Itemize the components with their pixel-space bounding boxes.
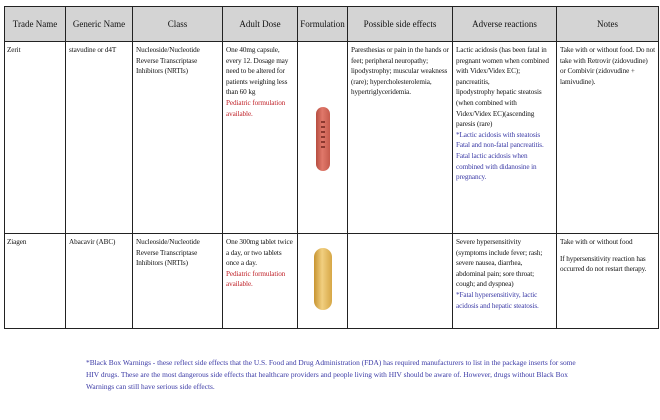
- generic-name-cell: Abacavir (ABC): [66, 234, 133, 329]
- header-adverse-reactions: Adverse reactions: [453, 7, 557, 42]
- class-cell: Nucleoside/Nucleotide Reverse Transcriptase Inhibitors (NRTIs): [133, 42, 223, 234]
- header-trade-name: Trade Name: [5, 7, 66, 42]
- dose-text: One 40mg capsule, every 12. Dosage may need to be altered for patients weighing less than 60 kg: [226, 46, 289, 97]
- generic-name-cell: stavudine or d4T: [66, 42, 133, 234]
- adult-dose-cell: [223, 234, 298, 329]
- note-line: Take with or without food: [560, 238, 633, 246]
- adverse-line: Severe hypersensitivity (symptoms include fever; rash; severe nausea, diarrhea, abdominal pain; sore throat; cough; and dyspnea): [456, 238, 543, 289]
- note-line: If hypersensitivity reaction has occurred do not restart therapy.: [560, 254, 647, 274]
- formulation-cell: [298, 234, 348, 329]
- black-box-warning: Fatal and non-fatal pancreatitis.: [456, 141, 544, 150]
- adverse-reactions-cell: [453, 234, 557, 329]
- adverse-line: pancreatitis,: [456, 77, 490, 86]
- trade-name-cell: Ziagen: [5, 234, 66, 329]
- black-box-warning: *Lactic acidosis with steatosis: [456, 130, 541, 139]
- adverse-line: Lactic acidosis (has been fatal in pregnant women when combined with Videx/Videx EC);: [456, 46, 549, 76]
- pediatric-note: Pediatric formulation available.: [226, 269, 286, 289]
- black-box-warning: *Fatal hypersensitivity, lactic acidosis and hepatic steatosis.: [456, 290, 539, 310]
- drug-table: [4, 6, 659, 329]
- table-row: [5, 42, 659, 234]
- header-generic-name: Generic Name: [66, 7, 133, 42]
- black-box-footnote: *Black Box Warnings - these reflect side effects that the U.S. Food and Drug Administration (FDA) has required manufacturers to list in the package inserts for some HIV drugs. These are the most dangerous side effects that healthcare providers and people living with HIV should be aware of. However, drugs without Black Box Warnings can still have serious side effects.: [86, 358, 576, 391]
- notes-cell: [557, 42, 659, 234]
- formulation-cell: [298, 42, 348, 234]
- capsule-pill-image: [316, 107, 330, 171]
- side-effects-cell: Paresthesias or pain in the hands or feet; peripheral neuropathy; lipodystrophy; muscular weakness (rare); hypercholesterolemia, hypertriglyceridemia.: [348, 42, 453, 234]
- note-line: Take with or without food. Do not take with Retrovir (zidovudine) or Combivir (zidovudine + lamivudine).: [560, 46, 656, 86]
- adverse-line: paresis (rare): [456, 120, 493, 129]
- side-effects-cell: [348, 234, 453, 329]
- pediatric-note: Pediatric formulation available.: [226, 98, 286, 118]
- header-adult-dose: Adult Dose: [223, 7, 298, 42]
- header-row: [5, 7, 659, 42]
- adult-dose-cell: [223, 42, 298, 234]
- header-formulation: Formulation: [298, 7, 348, 42]
- black-box-warning: Fatal lactic acidosis when combined with didanosine in pregnancy.: [456, 151, 537, 182]
- notes-cell: [557, 234, 659, 329]
- adverse-line: lipodystrophy hepatic steatosis (when combined with Videx/Videx EC)(ascending: [456, 88, 542, 118]
- trade-name-cell: Zerit: [5, 42, 66, 234]
- header-class: Class: [133, 7, 223, 42]
- class-cell: Nucleoside/Nucleotide Reverse Transcriptase Inhibitors (NRTIs): [133, 234, 223, 329]
- header-side-effects: Possible side effects: [348, 7, 453, 42]
- drug-table-container: [4, 6, 658, 329]
- table-row: [5, 234, 659, 329]
- adverse-reactions-cell: [453, 42, 557, 234]
- header-notes: Notes: [557, 7, 659, 42]
- tablet-pill-image: [314, 248, 332, 310]
- dose-text: One 300mg tablet twice a day, or two tablets once a day.: [226, 238, 293, 268]
